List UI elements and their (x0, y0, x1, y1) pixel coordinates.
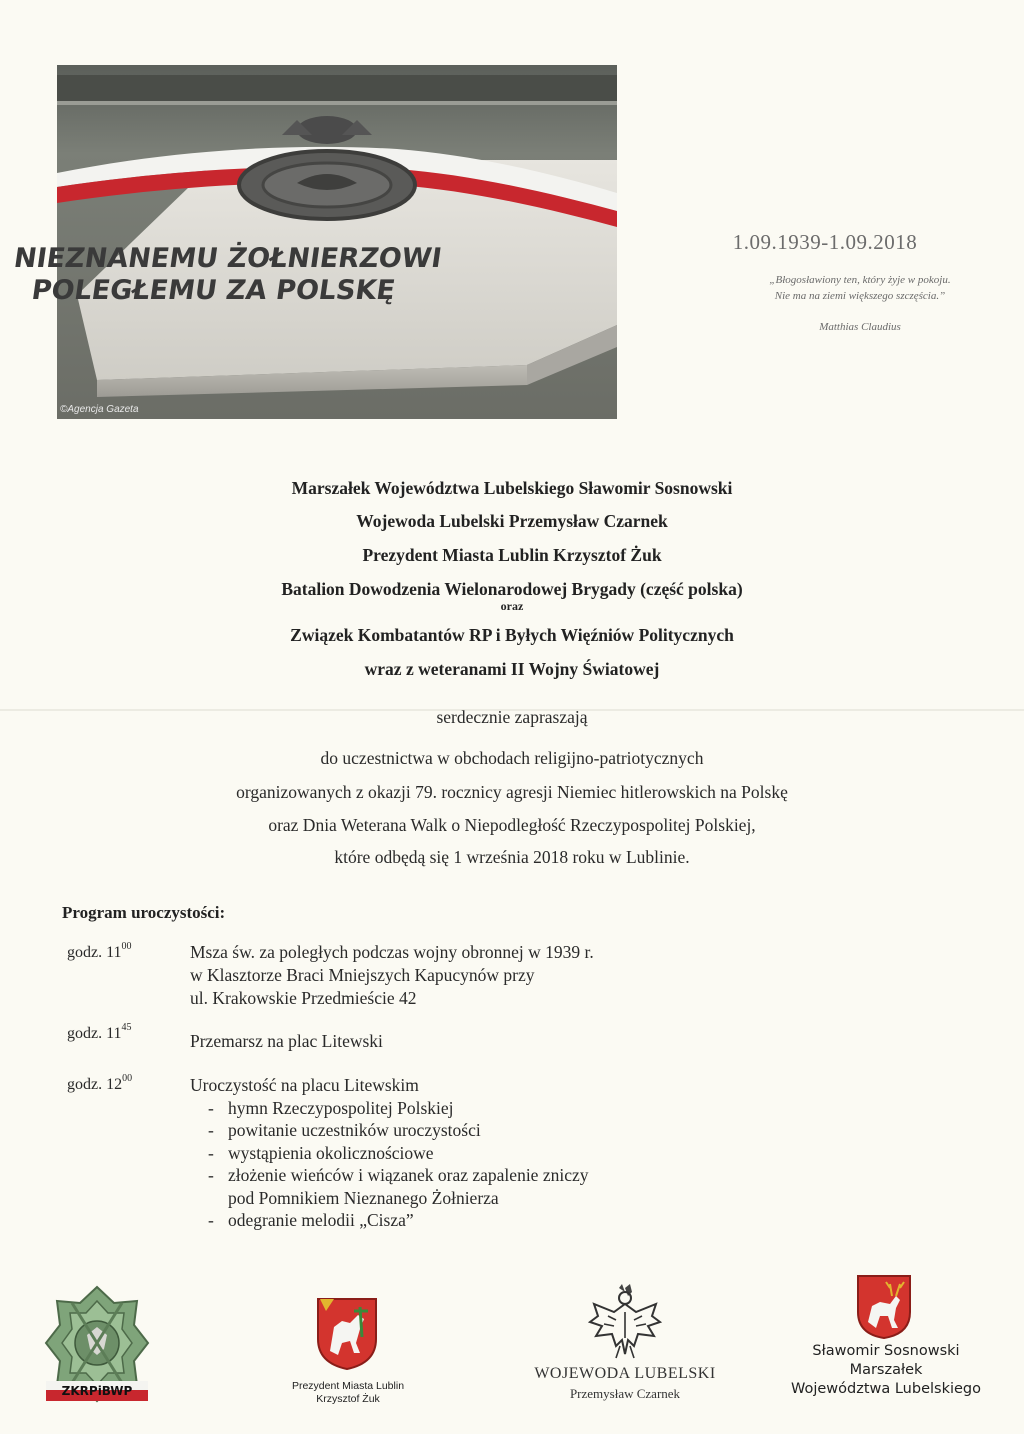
bullet-item: - odegranie melodii „Cisza” (208, 1210, 414, 1230)
bullet-item: - hymn Rzeczypospolitej Polskiej (208, 1097, 454, 1118)
quote-author: Matthias Claudius (819, 321, 901, 333)
marszalek-caption (776, 1342, 996, 1399)
organizer-batalion: Batalion Dowodzenia Wielonarodowej Brygady (część polska) (281, 579, 743, 599)
bullet-item: - powitanie uczestników uroczystości (208, 1120, 481, 1140)
invitation-line-4: które odbędą się 1 września 2018 roku w Lublinie. (334, 847, 690, 867)
wojewoda-caption-line-2: Przemysław Czarnek (569, 1386, 681, 1401)
invite-text: serdecznie zapraszają (436, 707, 588, 727)
date-range: 1.09.1939-1.09.2018 (732, 230, 918, 254)
program-item-1-line-1: Msza św. za poległych podczas wojny obronnej w 1939 r. (190, 942, 594, 962)
inscription-line-1: NIEZNANEMU ŻOŁNIERZOWI (11, 243, 444, 274)
tomb-photo (11, 65, 617, 419)
marszalek-caption-line-2: Marszałek (849, 1362, 923, 1378)
time-hour: 11 (106, 944, 122, 961)
program-time-2 (67, 1022, 132, 1043)
bullet-continuation: pod Pomnikiem Nieznanego Żołnierza (228, 1187, 499, 1208)
organizer-weterani: wraz z weteranami II Wojny Światowej (364, 659, 660, 679)
time-prefix: godz. (67, 944, 103, 961)
program-time-1 (67, 941, 132, 962)
bullet-text: odegranie melodii „Cisza” (228, 1210, 414, 1230)
wojewoda-caption (510, 1365, 740, 1402)
marszalek-caption-line-3: Województwa Lubelskiego (790, 1381, 982, 1397)
program-time-3 (67, 1073, 133, 1094)
program-item-1 (190, 941, 594, 1010)
bullet-item: - złożenie wieńców i wiązanek oraz zapalenie zniczy (208, 1165, 589, 1185)
quote-line-1: „Błogosławiony ten, który żyje w pokoju. (769, 274, 951, 286)
inscription-line-2: POLEGŁEMU ZA POLSKĘ (29, 275, 397, 306)
lubelskie-coat-of-arms (856, 1274, 912, 1340)
invitation-line-3: oraz Dnia Weterana Walk o Niepodległość Rzeczypospolitej Polskiej, (268, 815, 756, 835)
program-item-2: Przemarsz na plac Litewski (190, 1031, 383, 1051)
invitation-line-2: organizowanych z okazji 79. rocznicy agresji Niemiec hitlerowskich na Polskę (236, 782, 788, 802)
time-minutes: 45 (121, 1022, 132, 1033)
program-item-3 (190, 1074, 589, 1232)
program-item-1-line-2: w Klasztorze Braci Mniejszych Kapucynów przy (190, 965, 535, 985)
program-title: Program uroczystości: (62, 903, 226, 922)
time-minutes: 00 (122, 1073, 133, 1084)
program-item-3-title: Uroczystość na placu Litewskim (190, 1075, 419, 1095)
lublin-coat-of-arms (316, 1297, 378, 1371)
zkrp-badge-text: ZKRPiBWP (61, 1384, 133, 1398)
organizer-zwiazek: Związek Kombatantów RP i Byłych Więźniów Politycznych (290, 625, 734, 645)
lublin-caption-line-1: Prezydent Miasta Lublin (291, 1380, 405, 1392)
quote (760, 272, 960, 304)
quote-line-2: Nie ma na ziemi większego szczęścia.” (774, 290, 946, 302)
time-hour: 12 (106, 1076, 123, 1093)
organizer-prezydent: Prezydent Miasta Lublin Krzysztof Żuk (362, 545, 662, 565)
lublin-caption-line-2: Krzysztof Żuk (316, 1393, 380, 1405)
marszalek-caption-line-1: Sławomir Sosnowski (812, 1343, 960, 1359)
time-hour: 11 (106, 1025, 122, 1042)
bullet-item: - wystąpienia okolicznościowe (208, 1142, 434, 1163)
conjunction-oraz: oraz (500, 599, 524, 613)
invitation-line-1: do uczestnictwa w obchodach religijno-patriotycznych (320, 748, 704, 768)
organizer-wojewoda: Wojewoda Lubelski Przemysław Czarnek (356, 511, 668, 531)
bullet-text: wystąpienia okolicznościowe (228, 1142, 434, 1163)
bullet-text: złożenie wieńców i wiązanek oraz zapalenie zniczy (228, 1165, 589, 1185)
lublin-caption (262, 1380, 434, 1406)
bullet-text: powitanie uczestników uroczystości (228, 1120, 481, 1140)
bullet-text: hymn Rzeczypospolitej Polskiej (228, 1097, 454, 1118)
wojewoda-caption-line-1: WOJEWODA LUBELSKI (534, 1365, 716, 1382)
organizer-marszalek: Marszałek Województwa Lubelskiego Sławomir Sosnowski (291, 478, 733, 498)
photo-credit: ©Agencja Gazeta (60, 404, 139, 415)
time-minutes: 00 (121, 941, 132, 952)
time-prefix: godz. (67, 1076, 103, 1093)
time-prefix: godz. (67, 1025, 103, 1042)
program-item-1-line-3: ul. Krakowskie Przedmieście 42 (190, 988, 417, 1008)
polish-eagle-emblem (586, 1282, 664, 1364)
zkrp-badge-logo (42, 1283, 152, 1415)
